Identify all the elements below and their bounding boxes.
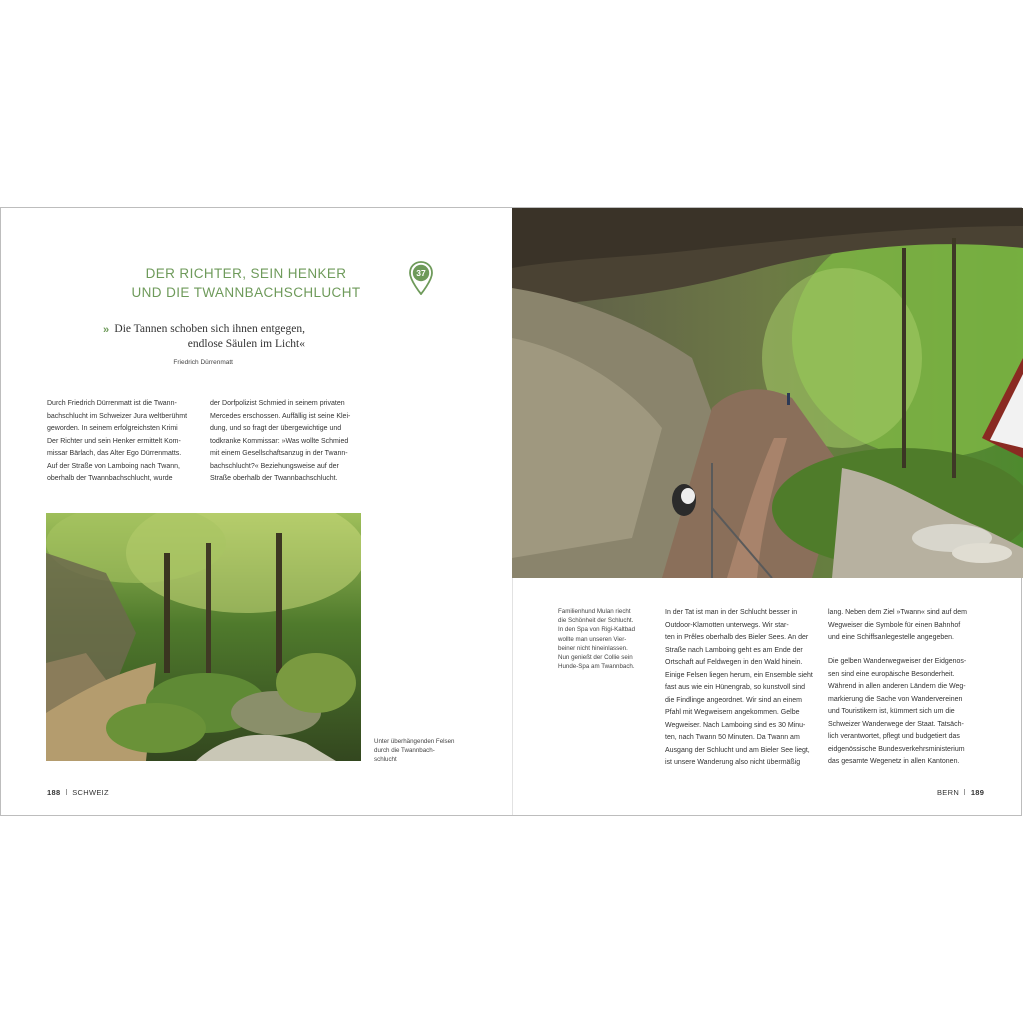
body-text-line: Straße oberhalb der Twannbachschlucht. (210, 475, 338, 482)
caption-line: Hunde-Spa am Twannbach. (558, 663, 635, 671)
body-text-line: und Touristikern ist, kümmert sich um die (828, 708, 955, 715)
body-text-line: Der Richter und sein Henker ermittelt Kom- (47, 437, 181, 445)
body-column-left-2 (210, 398, 362, 486)
chapter-title-line1: DER RICHTER, SEIN HENKER (145, 266, 347, 281)
body-text-line: ten in Prêles oberhalb des Bieler Sees. An der (665, 634, 809, 641)
body-text-line: sen sind eine europäische Besonderheit. (828, 670, 955, 678)
body-text-line: Outdoor-Klamotten unterwegs. Wir star- (665, 621, 789, 629)
body-text-line: lich verantwortet, pflegt und budgetiert das (828, 733, 960, 740)
body-text-line: dung, und so fragt der übergewichtige und (210, 425, 342, 432)
caption-line: In den Spa von Rigi-Kaltbad (558, 626, 636, 634)
body-text-line: ten, nach Twann 50 Minuten. Da Twann am (665, 734, 800, 741)
body-text-line: fast aus wie ein Hünengrab, so kunstvoll sind (665, 684, 806, 691)
body-text-line: markierung die Sache von Wandervereinen (828, 695, 963, 703)
caption-line: die Schönheit der Schlucht. (558, 617, 634, 625)
location-pin-icon (409, 261, 433, 295)
body-text-line: todkranke Kommissar: »Was wollte Schmied (210, 437, 349, 445)
body-text-line: Schweizer Wanderwege der Staat. Tatsäch- (828, 720, 964, 728)
caption-line: Nun genießt der Collie sein (558, 654, 633, 662)
page-number-left: 188 (47, 788, 61, 797)
gorge-photo-left (46, 513, 361, 761)
body-text-line: der Dorfpolizist Schmied in seinem privaten (210, 400, 345, 407)
gorge-photo-right (512, 208, 1023, 578)
body-text-line: das gesamte Wegenetz in allen Kantonen. (828, 758, 960, 765)
body-column-right-1 (665, 607, 816, 770)
body-text-line: Ortschaft auf Feldwegen in den Wald hinein. (665, 659, 803, 666)
body-text-line: Einige Felsen liegen herum, ein Ensemble sieht (665, 671, 813, 679)
quote-attribution: Friedrich Dürrenmatt (173, 359, 233, 366)
body-text-line: eidgenössische Bundesverkehrsministerium (828, 745, 965, 753)
chapter-title (61, 264, 431, 302)
body-text-line: lang. Neben dem Ziel »Twann« sind auf dem (828, 609, 967, 616)
body-text-line: die Findlinge angeordnet. Wir sind an einem (665, 696, 802, 704)
caption-line: wollte man unseren Vier- (558, 635, 627, 643)
body-text-line: geworden. In seinem erfolgreichsten Krimi (47, 425, 178, 432)
body-text-line: In der Tat ist man in der Schlucht besser in (665, 609, 798, 616)
page-number-right: 189 (970, 788, 985, 797)
body-column-right-2a (828, 607, 980, 645)
quote-line1: Die Tannen schoben sich ihnen entgegen, (114, 323, 305, 335)
body-text-line: Die gelben Wanderwegweiser der Eidgenos- (828, 658, 967, 665)
caption-line: beiner nicht hineinlassen. (558, 644, 628, 652)
quote-line2: endlose Säulen im Licht« (187, 338, 305, 350)
photo-caption-left (374, 737, 474, 765)
body-text-line: Wegweiser die Symbole für einen Bahnhof (828, 621, 961, 629)
body-column-right-2b (828, 656, 980, 769)
body-text-line: ist unsere Wanderung also nicht übermäßig (665, 759, 801, 766)
body-text-line: missar Bärlach, das Alter Ego Dürrenmatts. (47, 450, 182, 457)
photo-caption-right (558, 607, 658, 671)
body-text-line: bachschlucht?« Beziehungsweise auf der (210, 462, 339, 470)
epigraph-quote (101, 322, 305, 352)
section-name-left: SCHWEIZ (72, 788, 109, 797)
quote-mark-icon: » (103, 324, 108, 336)
body-text-line: Wegweiser. Nach Lamboing sind es 30 Minu- (665, 721, 806, 729)
body-text-line: bachschlucht im Schweizer Jura weltberühmt (47, 412, 188, 420)
section-name-right: BERN (937, 788, 960, 797)
body-text-line: und eine Schiffsanlegestelle angegeben. (828, 634, 954, 641)
body-text-line: Straße nach Lamboing geht es am Ende der (665, 646, 803, 654)
body-text-line: oberhalb der Twannbachschlucht, wurde (47, 475, 173, 482)
body-text-line: mit einem Gesellschaftsanzug in der Twann- (210, 450, 348, 457)
body-column-left-1 (47, 398, 197, 486)
footer-divider (964, 789, 965, 795)
caption-line: schlucht (374, 756, 397, 764)
footer-right (937, 788, 984, 797)
body-text-line: Mercedes erschossen. Auffällig ist seine Klei- (210, 412, 351, 420)
book-spread (0, 207, 1022, 816)
footer-left (47, 788, 109, 797)
caption-line: Unter überhängenden Felsen (374, 738, 455, 745)
pin-number: 37 (416, 268, 426, 278)
caption-line: durch die Twannbach- (374, 747, 435, 755)
caption-line: Familienhund Mulan riecht (558, 608, 631, 615)
body-text-line: Ausgang der Schlucht und am Bieler See liegt, (665, 746, 810, 754)
chapter-title-line2: UND DIE TWANNBACHSCHLUCHT (131, 285, 361, 300)
body-text-line: Durch Friedrich Dürrenmatt ist die Twann- (47, 400, 177, 407)
body-text-line: Auf der Straße von Lamboing nach Twann, (47, 462, 180, 470)
body-text-line: Pfahl mit Wegweisern angekommen. Gelbe (665, 709, 800, 716)
footer-divider (66, 789, 67, 795)
body-text-line: Während in allen anderen Ländern die Weg- (828, 683, 966, 690)
